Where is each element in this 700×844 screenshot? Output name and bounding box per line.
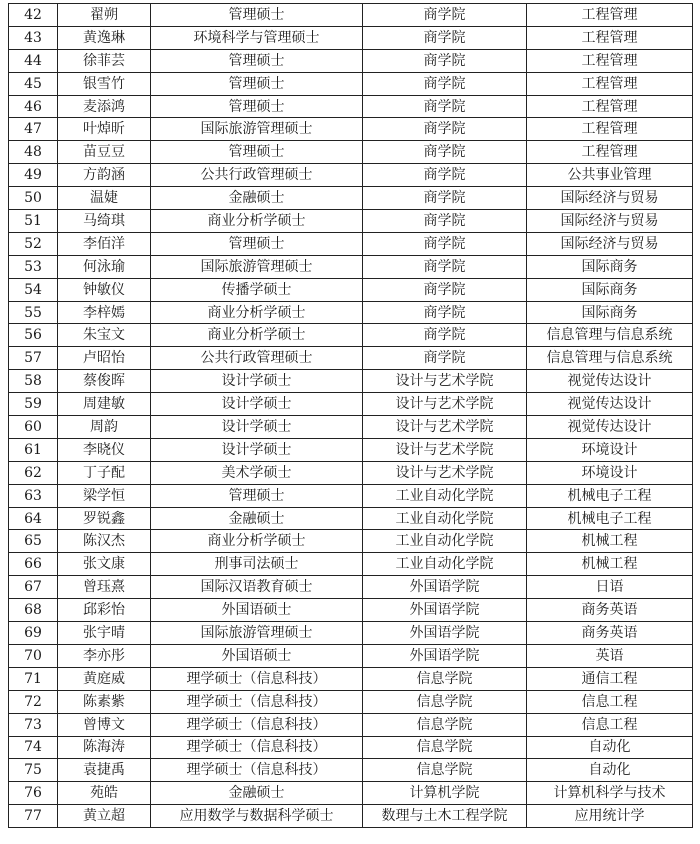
student-name-cell: 陈海涛 xyxy=(58,736,151,759)
student-name-cell: 邱彩怡 xyxy=(58,599,151,622)
school-cell: 计算机学院 xyxy=(363,782,527,805)
degree-cell: 商业分析学硕士 xyxy=(151,324,363,347)
row-number-cell: 68 xyxy=(9,599,58,622)
major-cell: 信息管理与信息系统 xyxy=(527,324,693,347)
table-row xyxy=(9,49,693,72)
student-name-cell: 梁学恒 xyxy=(58,484,151,507)
student-name-cell: 曾珏熹 xyxy=(58,576,151,599)
school-cell: 信息学院 xyxy=(363,713,527,736)
school-cell: 商学院 xyxy=(363,72,527,95)
degree-cell: 理学硕士（信息科技） xyxy=(151,713,363,736)
school-cell: 商学院 xyxy=(363,141,527,164)
school-cell: 商学院 xyxy=(363,4,527,27)
major-cell: 公共事业管理 xyxy=(527,164,693,187)
school-cell: 商学院 xyxy=(363,255,527,278)
school-cell: 商学院 xyxy=(363,118,527,141)
table-row xyxy=(9,599,693,622)
table-row xyxy=(9,26,693,49)
table-row xyxy=(9,438,693,461)
school-cell: 外国语学院 xyxy=(363,576,527,599)
degree-cell: 外国语硕士 xyxy=(151,599,363,622)
row-number-cell: 59 xyxy=(9,393,58,416)
student-name-cell: 周建敏 xyxy=(58,393,151,416)
table-row xyxy=(9,736,693,759)
table-row xyxy=(9,370,693,393)
row-number-cell: 51 xyxy=(9,210,58,233)
major-cell: 计算机科学与技术 xyxy=(527,782,693,805)
school-cell: 信息学院 xyxy=(363,690,527,713)
school-cell: 工业自动化学院 xyxy=(363,530,527,553)
row-number-cell: 77 xyxy=(9,805,58,828)
degree-cell: 金融硕士 xyxy=(151,187,363,210)
major-cell: 信息管理与信息系统 xyxy=(527,347,693,370)
major-cell: 工程管理 xyxy=(527,118,693,141)
degree-cell: 管理硕士 xyxy=(151,484,363,507)
table-row xyxy=(9,622,693,645)
row-number-cell: 73 xyxy=(9,713,58,736)
student-name-cell: 袁捷禹 xyxy=(58,759,151,782)
degree-cell: 设计学硕士 xyxy=(151,370,363,393)
student-name-cell: 周韵 xyxy=(58,416,151,439)
table-row xyxy=(9,324,693,347)
major-cell: 视觉传达设计 xyxy=(527,393,693,416)
table-row xyxy=(9,782,693,805)
degree-cell: 应用数学与数据科学硕士 xyxy=(151,805,363,828)
row-number-cell: 46 xyxy=(9,95,58,118)
row-number-cell: 62 xyxy=(9,461,58,484)
row-number-cell: 75 xyxy=(9,759,58,782)
major-cell: 视觉传达设计 xyxy=(527,416,693,439)
major-cell: 机械工程 xyxy=(527,530,693,553)
row-number-cell: 43 xyxy=(9,26,58,49)
student-name-cell: 苑皓 xyxy=(58,782,151,805)
student-name-cell: 银雪竹 xyxy=(58,72,151,95)
student-name-cell: 麦添鸿 xyxy=(58,95,151,118)
school-cell: 信息学院 xyxy=(363,736,527,759)
school-cell: 商学院 xyxy=(363,164,527,187)
row-number-cell: 74 xyxy=(9,736,58,759)
degree-cell: 传播学硕士 xyxy=(151,278,363,301)
student-name-cell: 罗锐鑫 xyxy=(58,507,151,530)
table-row xyxy=(9,72,693,95)
table-row xyxy=(9,232,693,255)
school-cell: 信息学院 xyxy=(363,667,527,690)
roster-table-body xyxy=(9,4,693,828)
major-cell: 日语 xyxy=(527,576,693,599)
student-name-cell: 丁子配 xyxy=(58,461,151,484)
major-cell: 工程管理 xyxy=(527,95,693,118)
school-cell: 设计与艺术学院 xyxy=(363,461,527,484)
degree-cell: 理学硕士（信息科技） xyxy=(151,759,363,782)
major-cell: 视觉传达设计 xyxy=(527,370,693,393)
table-row xyxy=(9,416,693,439)
row-number-cell: 54 xyxy=(9,278,58,301)
major-cell: 工程管理 xyxy=(527,4,693,27)
row-number-cell: 47 xyxy=(9,118,58,141)
student-name-cell: 陈素紫 xyxy=(58,690,151,713)
student-name-cell: 钟敏仪 xyxy=(58,278,151,301)
row-number-cell: 50 xyxy=(9,187,58,210)
major-cell: 国际商务 xyxy=(527,301,693,324)
major-cell: 商务英语 xyxy=(527,622,693,645)
school-cell: 商学院 xyxy=(363,26,527,49)
degree-cell: 管理硕士 xyxy=(151,49,363,72)
student-name-cell: 叶焯昕 xyxy=(58,118,151,141)
student-name-cell: 苗豆豆 xyxy=(58,141,151,164)
row-number-cell: 44 xyxy=(9,49,58,72)
school-cell: 外国语学院 xyxy=(363,599,527,622)
major-cell: 国际经济与贸易 xyxy=(527,187,693,210)
school-cell: 信息学院 xyxy=(363,759,527,782)
table-row xyxy=(9,393,693,416)
school-cell: 商学院 xyxy=(363,301,527,324)
student-name-cell: 朱宝文 xyxy=(58,324,151,347)
major-cell: 工程管理 xyxy=(527,49,693,72)
table-row xyxy=(9,530,693,553)
degree-cell: 理学硕士（信息科技） xyxy=(151,690,363,713)
degree-cell: 国际旅游管理硕士 xyxy=(151,118,363,141)
table-row xyxy=(9,4,693,27)
major-cell: 通信工程 xyxy=(527,667,693,690)
degree-cell: 管理硕士 xyxy=(151,95,363,118)
major-cell: 机械工程 xyxy=(527,553,693,576)
degree-cell: 国际旅游管理硕士 xyxy=(151,255,363,278)
degree-cell: 管理硕士 xyxy=(151,4,363,27)
major-cell: 环境设计 xyxy=(527,461,693,484)
table-row xyxy=(9,210,693,233)
row-number-cell: 67 xyxy=(9,576,58,599)
degree-cell: 国际旅游管理硕士 xyxy=(151,622,363,645)
degree-cell: 美术学硕士 xyxy=(151,461,363,484)
major-cell: 机械电子工程 xyxy=(527,507,693,530)
school-cell: 数理与土木工程学院 xyxy=(363,805,527,828)
degree-cell: 国际汉语教育硕士 xyxy=(151,576,363,599)
student-name-cell: 徐菲芸 xyxy=(58,49,151,72)
student-name-cell: 黄逸琳 xyxy=(58,26,151,49)
student-name-cell: 李晓仪 xyxy=(58,438,151,461)
major-cell: 国际经济与贸易 xyxy=(527,210,693,233)
table-row xyxy=(9,484,693,507)
school-cell: 设计与艺术学院 xyxy=(363,393,527,416)
row-number-cell: 70 xyxy=(9,644,58,667)
row-number-cell: 76 xyxy=(9,782,58,805)
row-number-cell: 57 xyxy=(9,347,58,370)
student-name-cell: 蔡俊晖 xyxy=(58,370,151,393)
row-number-cell: 48 xyxy=(9,141,58,164)
table-row xyxy=(9,759,693,782)
row-number-cell: 64 xyxy=(9,507,58,530)
major-cell: 国际商务 xyxy=(527,278,693,301)
row-number-cell: 45 xyxy=(9,72,58,95)
degree-cell: 刑事司法硕士 xyxy=(151,553,363,576)
major-cell: 工程管理 xyxy=(527,26,693,49)
row-number-cell: 52 xyxy=(9,232,58,255)
major-cell: 国际经济与贸易 xyxy=(527,232,693,255)
degree-cell: 设计学硕士 xyxy=(151,416,363,439)
table-row xyxy=(9,164,693,187)
table-row xyxy=(9,644,693,667)
degree-cell: 管理硕士 xyxy=(151,72,363,95)
major-cell: 自动化 xyxy=(527,759,693,782)
degree-cell: 金融硕士 xyxy=(151,507,363,530)
row-number-cell: 72 xyxy=(9,690,58,713)
admission-roster-table xyxy=(8,3,693,828)
table-row xyxy=(9,713,693,736)
major-cell: 商务英语 xyxy=(527,599,693,622)
table-row xyxy=(9,667,693,690)
major-cell: 工程管理 xyxy=(527,72,693,95)
table-row xyxy=(9,461,693,484)
degree-cell: 管理硕士 xyxy=(151,232,363,255)
school-cell: 设计与艺术学院 xyxy=(363,438,527,461)
student-name-cell: 曾博文 xyxy=(58,713,151,736)
row-number-cell: 58 xyxy=(9,370,58,393)
degree-cell: 理学硕士（信息科技） xyxy=(151,736,363,759)
major-cell: 机械电子工程 xyxy=(527,484,693,507)
school-cell: 外国语学院 xyxy=(363,622,527,645)
table-row xyxy=(9,507,693,530)
row-number-cell: 53 xyxy=(9,255,58,278)
student-name-cell: 翟朔 xyxy=(58,4,151,27)
table-row xyxy=(9,553,693,576)
row-number-cell: 60 xyxy=(9,416,58,439)
school-cell: 商学院 xyxy=(363,187,527,210)
degree-cell: 设计学硕士 xyxy=(151,438,363,461)
major-cell: 应用统计学 xyxy=(527,805,693,828)
school-cell: 商学院 xyxy=(363,49,527,72)
table-row xyxy=(9,301,693,324)
table-row xyxy=(9,187,693,210)
school-cell: 商学院 xyxy=(363,278,527,301)
major-cell: 国际商务 xyxy=(527,255,693,278)
major-cell: 信息工程 xyxy=(527,690,693,713)
row-number-cell: 63 xyxy=(9,484,58,507)
school-cell: 设计与艺术学院 xyxy=(363,370,527,393)
table-row xyxy=(9,141,693,164)
school-cell: 商学院 xyxy=(363,210,527,233)
row-number-cell: 69 xyxy=(9,622,58,645)
degree-cell: 环境科学与管理硕士 xyxy=(151,26,363,49)
student-name-cell: 陈汉杰 xyxy=(58,530,151,553)
major-cell: 环境设计 xyxy=(527,438,693,461)
table-row xyxy=(9,118,693,141)
student-name-cell: 何泳瑜 xyxy=(58,255,151,278)
major-cell: 英语 xyxy=(527,644,693,667)
degree-cell: 商业分析学硕士 xyxy=(151,210,363,233)
school-cell: 商学院 xyxy=(363,347,527,370)
student-name-cell: 黄立超 xyxy=(58,805,151,828)
major-cell: 信息工程 xyxy=(527,713,693,736)
student-name-cell: 张宇晴 xyxy=(58,622,151,645)
student-name-cell: 温婕 xyxy=(58,187,151,210)
school-cell: 工业自动化学院 xyxy=(363,507,527,530)
row-number-cell: 56 xyxy=(9,324,58,347)
school-cell: 工业自动化学院 xyxy=(363,484,527,507)
row-number-cell: 71 xyxy=(9,667,58,690)
row-number-cell: 49 xyxy=(9,164,58,187)
table-row xyxy=(9,805,693,828)
degree-cell: 设计学硕士 xyxy=(151,393,363,416)
table-row xyxy=(9,576,693,599)
school-cell: 商学院 xyxy=(363,232,527,255)
degree-cell: 理学硕士（信息科技） xyxy=(151,667,363,690)
degree-cell: 商业分析学硕士 xyxy=(151,530,363,553)
student-name-cell: 李佰洋 xyxy=(58,232,151,255)
student-name-cell: 马绮琪 xyxy=(58,210,151,233)
degree-cell: 公共行政管理硕士 xyxy=(151,347,363,370)
major-cell: 自动化 xyxy=(527,736,693,759)
degree-cell: 管理硕士 xyxy=(151,141,363,164)
school-cell: 外国语学院 xyxy=(363,644,527,667)
row-number-cell: 66 xyxy=(9,553,58,576)
degree-cell: 外国语硕士 xyxy=(151,644,363,667)
student-name-cell: 李梓嫣 xyxy=(58,301,151,324)
student-name-cell: 方韵涵 xyxy=(58,164,151,187)
table-row xyxy=(9,278,693,301)
table-row xyxy=(9,95,693,118)
student-name-cell: 张文康 xyxy=(58,553,151,576)
row-number-cell: 65 xyxy=(9,530,58,553)
major-cell: 工程管理 xyxy=(527,141,693,164)
row-number-cell: 55 xyxy=(9,301,58,324)
degree-cell: 商业分析学硕士 xyxy=(151,301,363,324)
degree-cell: 金融硕士 xyxy=(151,782,363,805)
table-row xyxy=(9,255,693,278)
school-cell: 设计与艺术学院 xyxy=(363,416,527,439)
table-row xyxy=(9,347,693,370)
row-number-cell: 42 xyxy=(9,4,58,27)
table-row xyxy=(9,690,693,713)
student-name-cell: 黄庭威 xyxy=(58,667,151,690)
school-cell: 商学院 xyxy=(363,95,527,118)
student-name-cell: 卢昭怡 xyxy=(58,347,151,370)
degree-cell: 公共行政管理硕士 xyxy=(151,164,363,187)
school-cell: 工业自动化学院 xyxy=(363,553,527,576)
school-cell: 商学院 xyxy=(363,324,527,347)
row-number-cell: 61 xyxy=(9,438,58,461)
student-name-cell: 李亦彤 xyxy=(58,644,151,667)
